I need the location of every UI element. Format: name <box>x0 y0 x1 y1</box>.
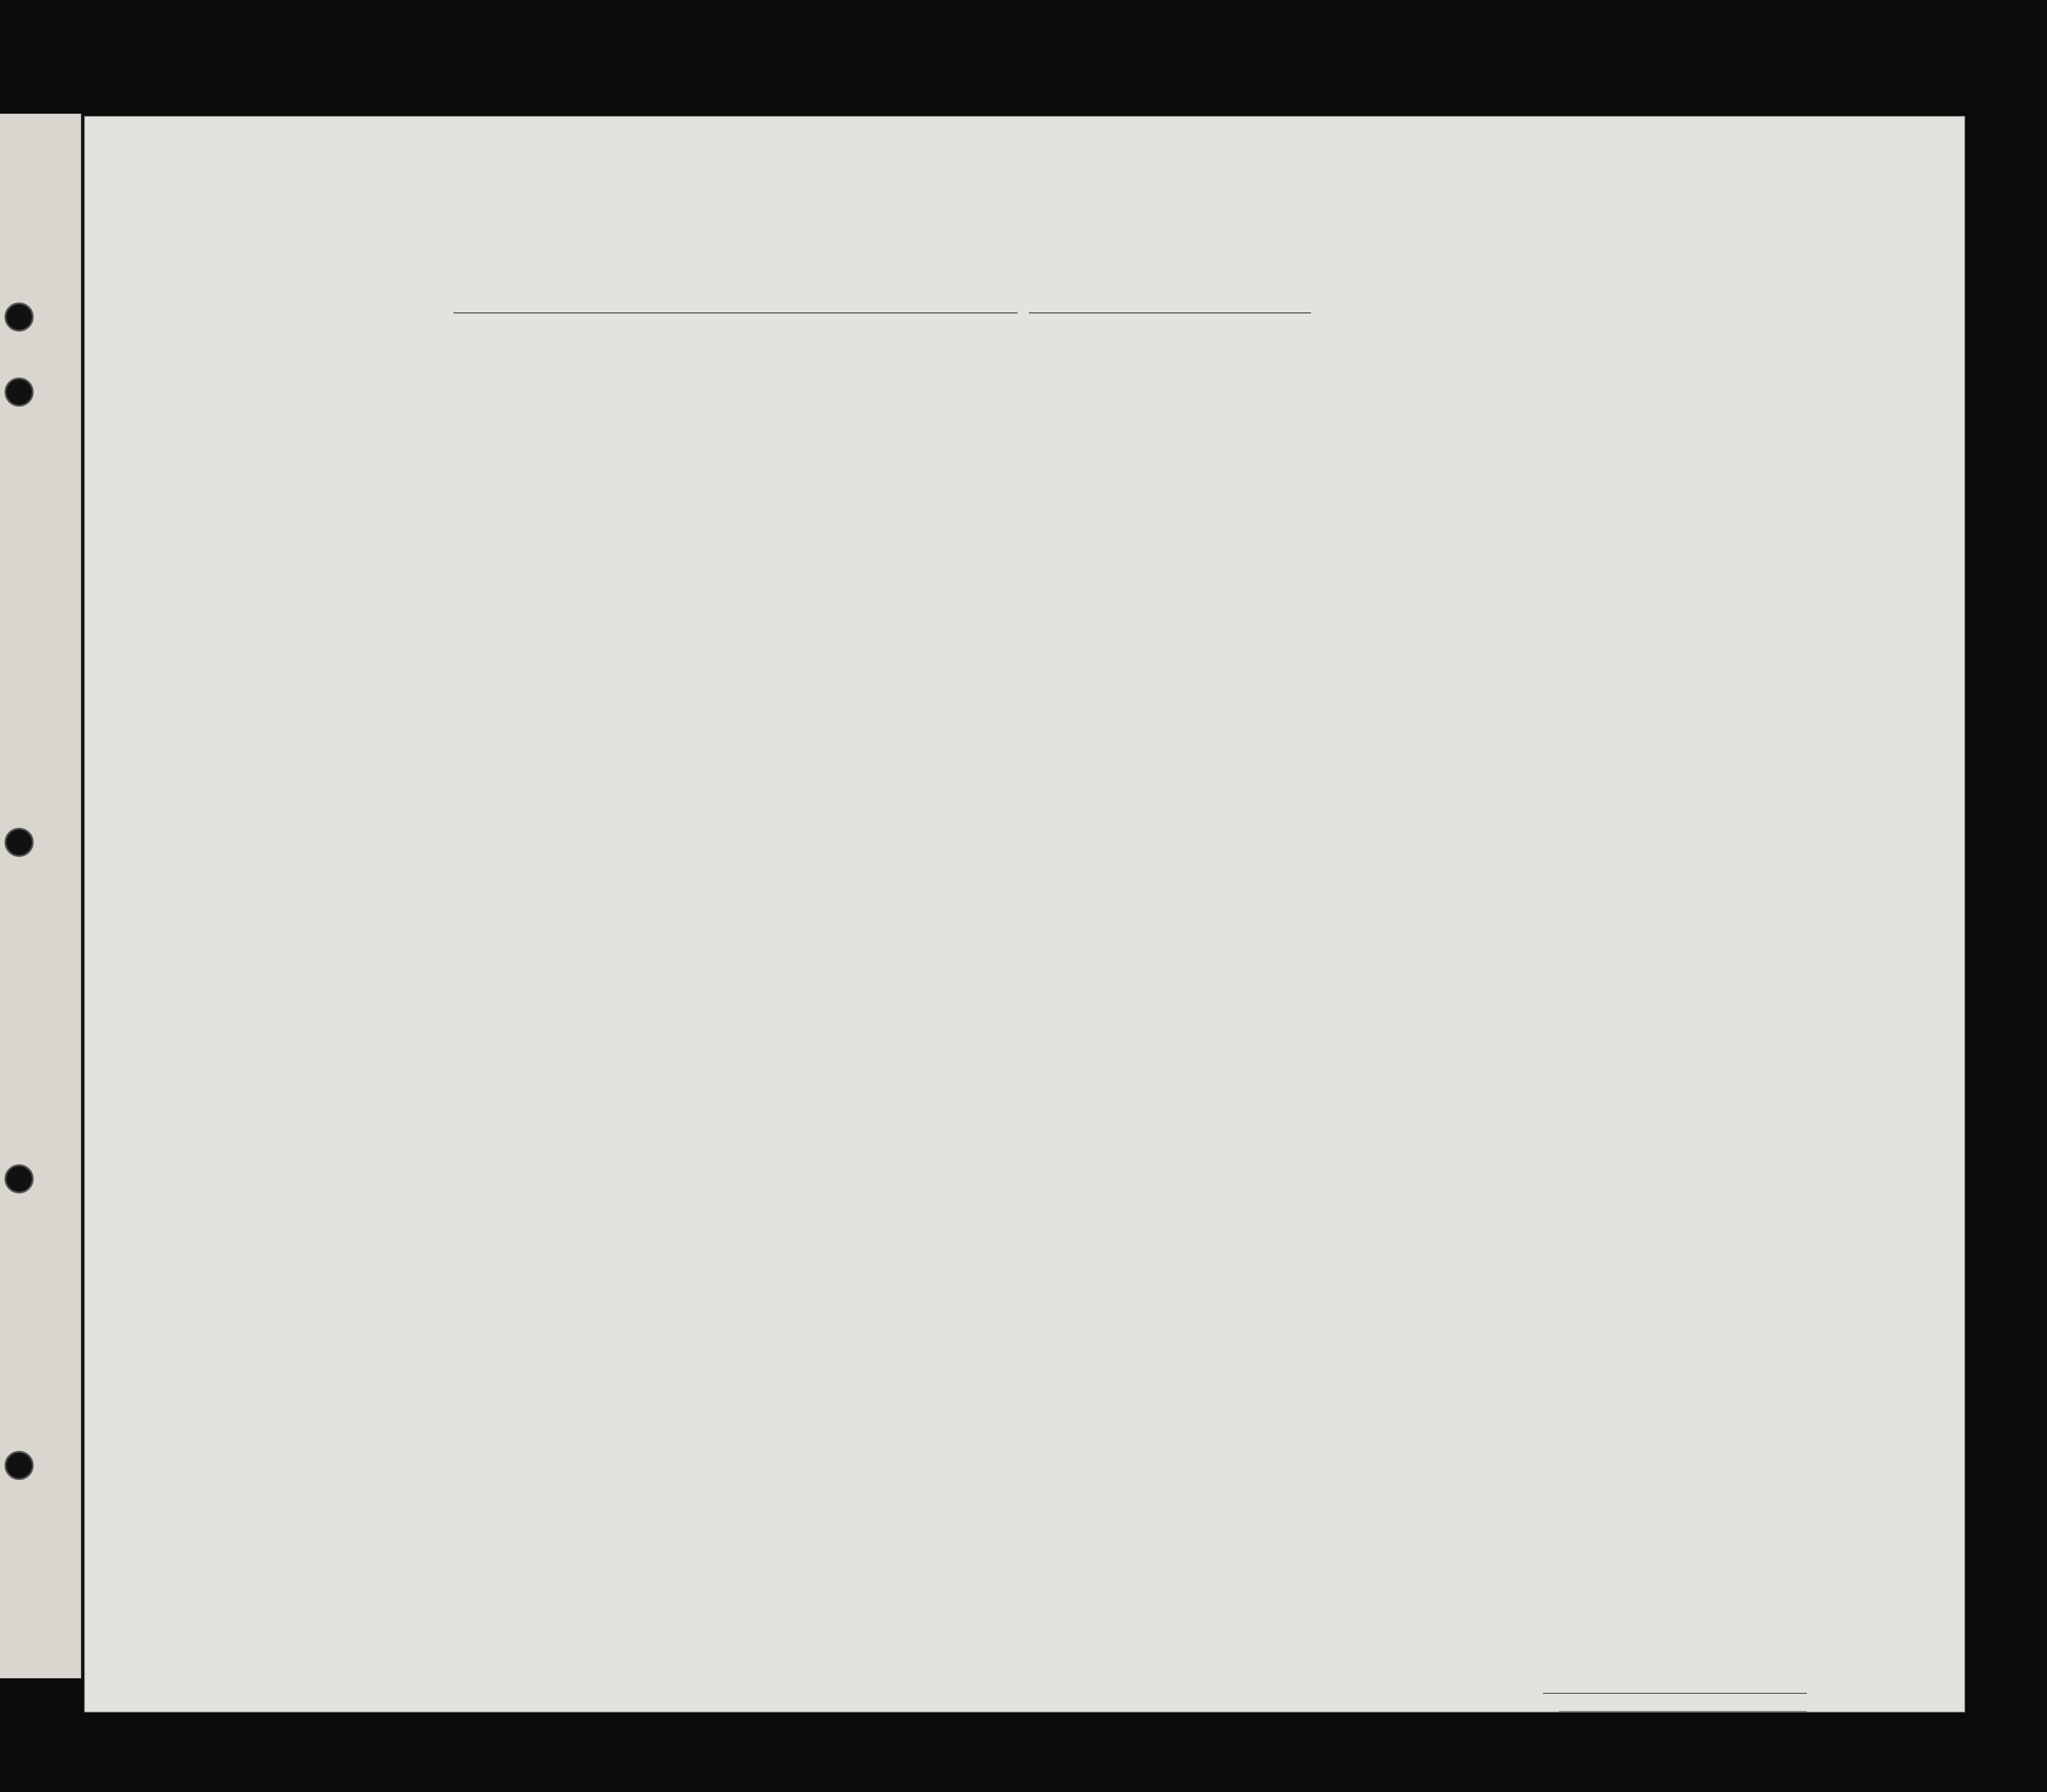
manifest-table <box>85 344 1965 1654</box>
punch-hole-icon <box>5 378 34 407</box>
owners-field <box>1559 1711 1807 1712</box>
punch-hole-icon <box>5 828 34 857</box>
punch-hole-icon <box>5 302 34 332</box>
adjacent-page-fragment <box>0 114 82 1678</box>
port-line <box>454 312 1018 313</box>
line-field <box>1543 1693 1807 1694</box>
date-line <box>1029 312 1311 313</box>
punch-hole-icon <box>5 1451 34 1480</box>
manifest-sheet <box>84 116 1965 1712</box>
punch-hole-icon <box>5 1164 34 1193</box>
